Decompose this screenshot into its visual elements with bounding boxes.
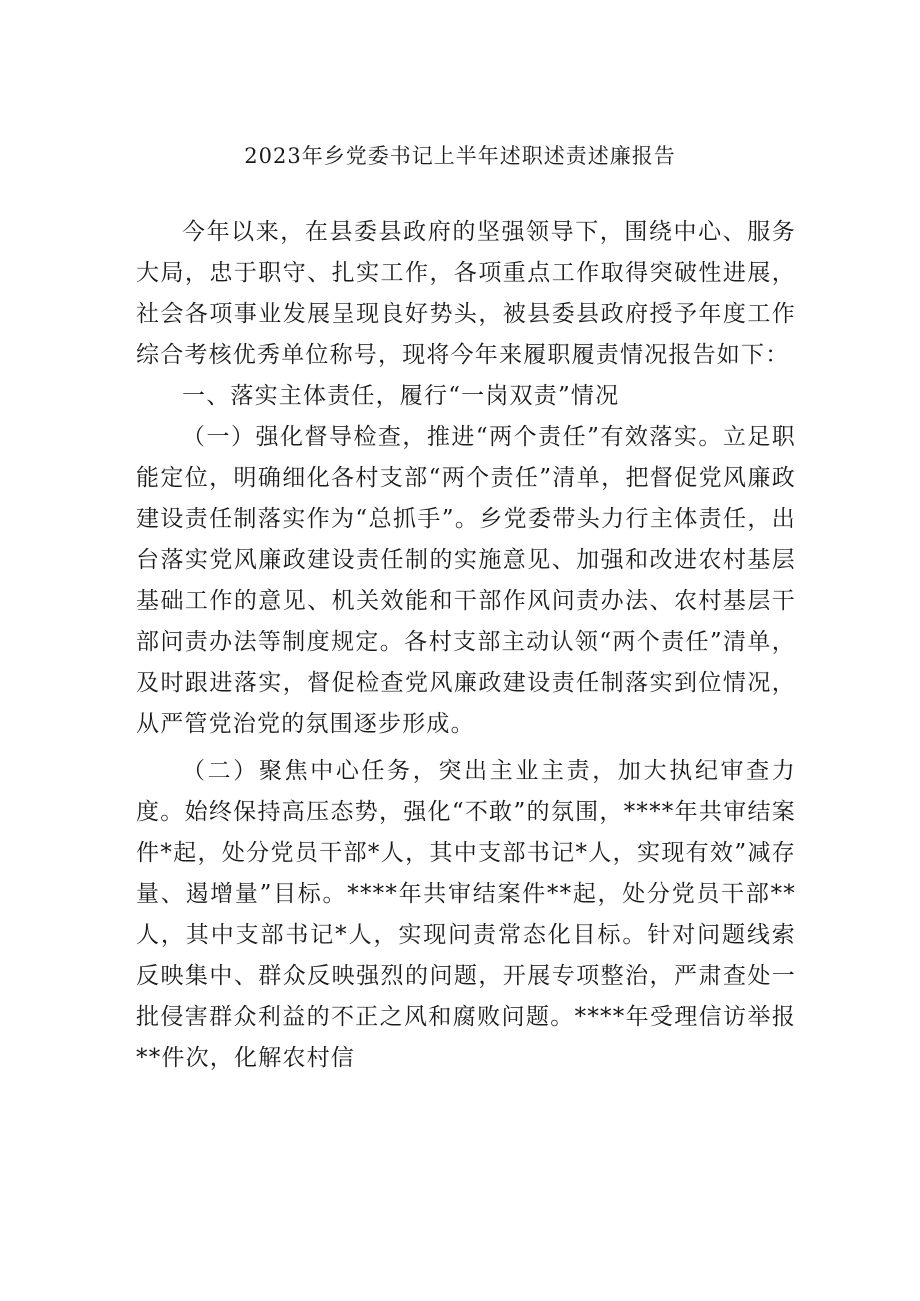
intro-paragraph: 今年以来，在县委县政府的坚强领导下，围绕中心、服务大局，忠于职守、扎实工作，各项重点工作取得突破性进展，社会各项事业发展呈现良好势头，被县委县政府授予年度工作综合考核优秀单位称号，现将今年来履职履责情况报告如下： [136,219,796,368]
document-title: 2023年乡党委书记上半年述职述责述廉报告 [244,144,676,168]
subsection-paragraph-1: （一）强化督导检查，推进“两个责任”有效落实。立足职能定位，明确细化各村支部“两个责任”清单，把督促党风廉政建设责任制落实作为“总抓手”。乡党委带头力行主体责任，出台落实党风廉政建设责任制的实施意见、加强和改进农村基层基础工作的意见、机关效能和干部作风问责办法、农村基层干部问责办法等制度规定。各村支部主动认领“两个责任”清单，及时跟进落实，督促检查党风廉政建设责任制落实到位情况，从严管党治党的氛围逐步形成。 [136,424,796,737]
subsection-paragraph-2: （二）聚焦中心任务，突出主业主责，加大执纪审查力度。始终保持高压态势，强化“不敢”的氛围，****年共审结案件*起，处分党员干部*人，其中支部书记*人，实现有效”减存量、遏增量”目标。****年共审结案件**起，处分党员干部**人，其中支部书记*人，实现问责常态化目标。针对问题线索反映集中、群众反映强烈的问题，开展专项整治，严肃查处一批侵害群众利益的不正之风和腐败问题。****年受理信访举报**件次，化解农村信 [136,758,796,1071]
document-body [136,212,796,1079]
section-heading-1: 一、落实主体责任，履行“一岗双责”情况 [182,383,620,409]
